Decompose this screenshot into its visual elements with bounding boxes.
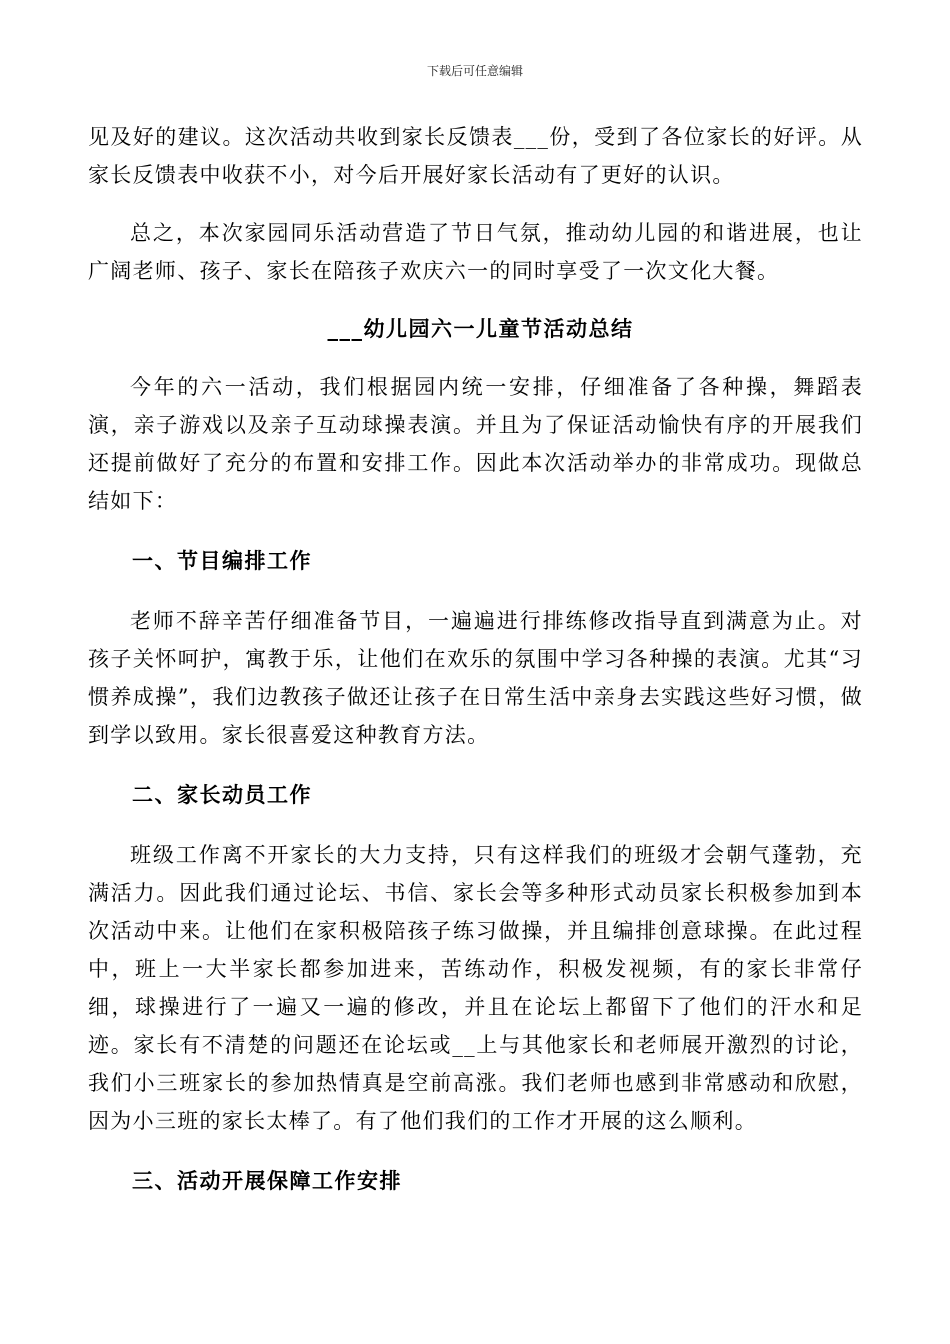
heading-activity-support: 三、活动开展保障工作安排	[132, 1168, 402, 1193]
paragraph-intro: 今年的六一活动，我们根据园内统一安排，仔细准备了各种操，舞蹈表演，亲子游戏以及亲子互动球操表演。并且为了保证活动愉快有序的开展我们还提前做好了充分的布置和安排工作。因此本次活动举办的非常成功。现做总结如下：	[88, 375, 863, 513]
page-header: 下载后可任意编辑	[426, 64, 523, 78]
paragraph-conclusion: 总之，本次家园同乐活动营造了节日气氛，推动幼儿园的和谐进展，也让广阔老师、孩子、家长在陪孩子欢庆六一的同时享受了一次文化大餐。	[88, 221, 863, 283]
paragraph-program-arrangement: 老师不辞辛苦仔细准备节目，一遍遍进行排练修改指导直到满意为止。对孩子关怀呵护，寓教于乐，让他们在欢乐的氛围中学习各种操的表演。尤其“习惯养成操”，我们边教孩子做还让孩子在日常生活中亲身去实践这些好习惯，做到学以致用。家长很喜爱这种教育方法。	[88, 609, 863, 747]
heading-program-arrangement: 一、节目编排工作	[132, 548, 312, 573]
document-body	[88, 118, 863, 1200]
heading-parent-mobilization: 二、家长动员工作	[132, 782, 312, 807]
section-title: ___幼儿园六一儿童节活动总结	[327, 316, 634, 341]
paragraph-parent-mobilization: 班级工作离不开家长的大力支持，只有这样我们的班级才会朝气蓬勃，充满活力。因此我们通过论坛、书信、家长会等多种形式动员家长积极参加到本次活动中来。让他们在家积极陪孩子练习做操，并且编排创意球操。在此过程中，班上一大半家长都参加进来，苦练动作，积极发视频，有的家长非常仔细，球操进行了一遍又一遍的修改，并且在论坛上都留下了他们的汗水和足迹。家长有不清楚的问题还在论坛或__上与其他家长和老师展开激烈的讨论，我们小三班家长的参加热情真是空前高涨。我们老师也感到非常感动和欣慰，因为小三班的家长太棒了。有了他们我们的工作才开展的这么顺利。	[88, 843, 863, 1133]
paragraph-feedback: 见及好的建议。这次活动共收到家长反馈表___份，受到了各位家长的好评。从家长反馈表中收获不小，对今后开展好家长活动有了更好的认识。	[88, 125, 863, 187]
